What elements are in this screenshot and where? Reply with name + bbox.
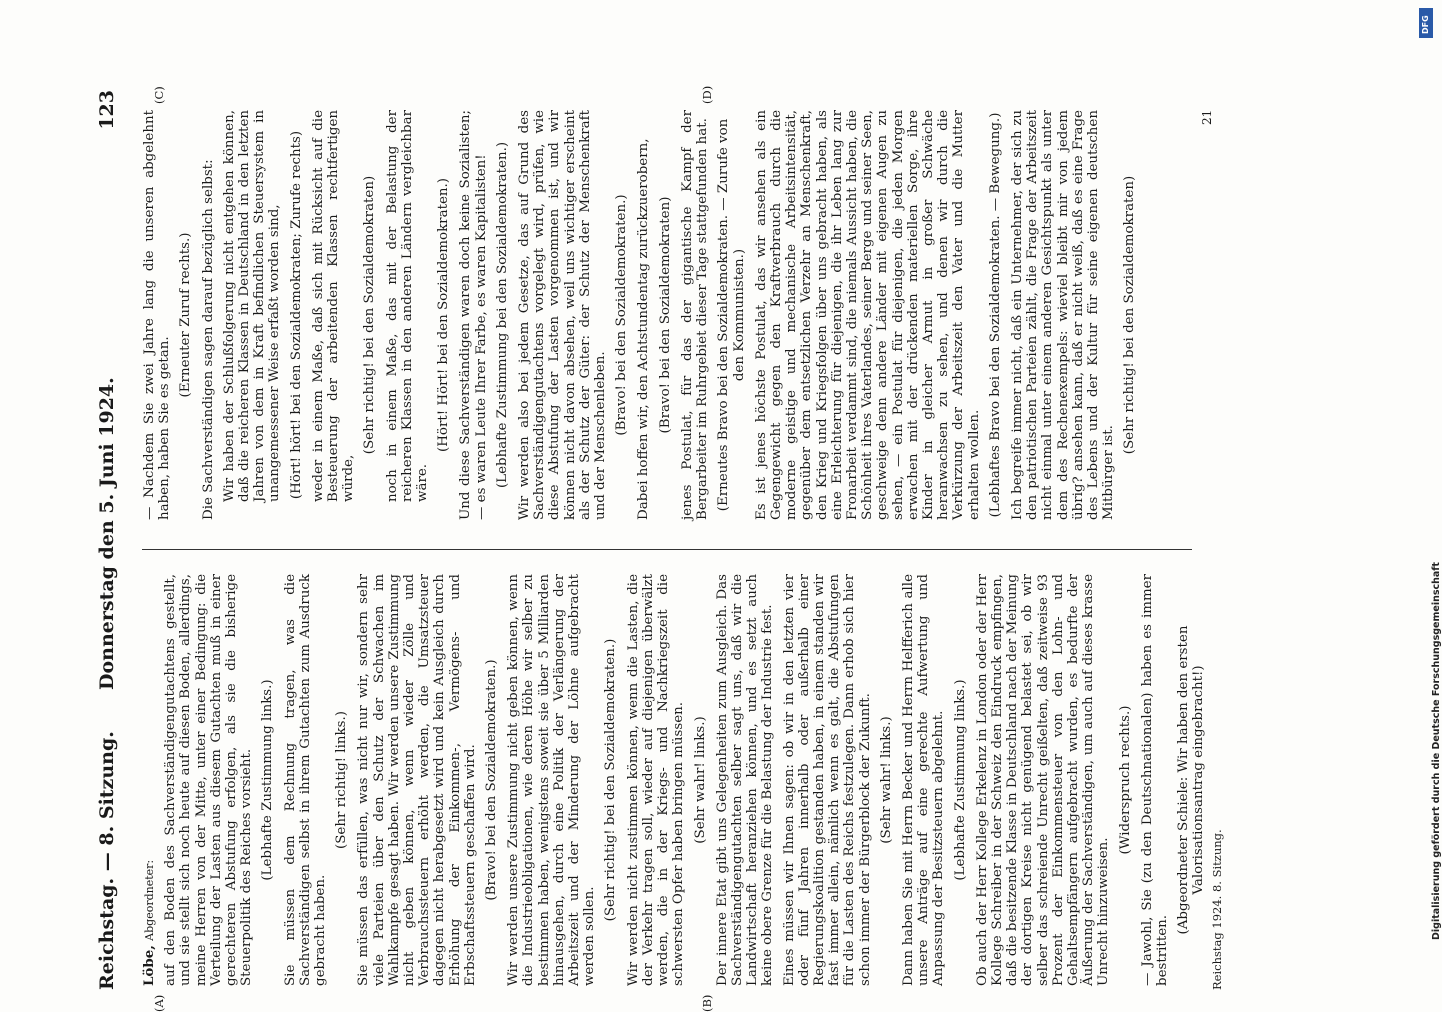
paragraph: Es ist jenes höchste Postulat, das wir ansehen als ein Gegengewicht gegen den Kraftverbrauch durch die moderne geistige und mechanische Arbeitsintensität, gegenüber dem entsetzlichen Verzehr an Menschenkraft, den Krieg und Kriegsfolgen über uns gebracht haben, als eine Erleichterung für diejenigen, die ihr Leben lang zur Fronarbeit verdammt sind, die niemals Aussicht haben, die Schönheit ihres Vaterlandes, seiner Berge und seiner Seen, geschweige denn andere Länder mit eigenen Augen zu sehen, — ein Postulat für diejenigen, die jeden Morgen erwachen mit der drückenden materiellen Sorge, ihre Kinder in gleicher Armut in großer Schwäche heranwachsen zu sehen, und denen wir durch die Verkürzung der Arbeitszeit den Vater und die Mutter erhalten wollen. bbox=[753, 110, 982, 520]
digitization-credit bbox=[1419, 160, 1442, 940]
interjection: (Bravo! bei den Sozialdemokraten.) bbox=[484, 659, 500, 901]
paragraph: Dann haben Sie mit Herrn Becker und Herrn Helfferich alle unsere Anträge auf eine gerechte Aufwertung und Anpassung der Besitzsteuern abgelehnt. bbox=[900, 574, 947, 986]
interjection: (Erneutes Bravo bei den Sozialdemokraten. — Zurufe von den Kommunisten.) bbox=[716, 118, 747, 512]
paragraph: Ob auch der Herr Kollege Erkelenz in London oder der Herr Kollege Schreiber in der Schweiz den Eindruck empfingen, daß die besitzende Klasse in Deutschland nach der Meinung der dortigen Kreise nicht genügend belastet sei, ob wir selber das schreiende Unrecht geißelten, daß zeitweise 93 Prozent der Einkommensteuer von den Lohn- und Gehaltsempfängern aufgebracht wurden, es bedurfte der Äußerung der Sachverständigen, um auch auf dieses krasse Unrecht hinzuweisen. bbox=[974, 574, 1112, 986]
page-number: 123 bbox=[96, 90, 118, 130]
interjection: (Lebhaftes Bravo bei den Sozialdemokraten. — Bewegung.) bbox=[987, 112, 1003, 518]
right-column bbox=[142, 110, 1192, 520]
digitization-credit-text: Digitalisierung gefördert durch die Deutsche Forschungsgemeinschaft bbox=[1431, 562, 1442, 940]
interjection: (Bravo! bei den Sozialdemokraten.) bbox=[614, 194, 630, 436]
interjection: (Lebhafte Zustimmung links.) bbox=[260, 679, 276, 881]
paragraph: jenes Postulat, für das der gigantische Kampf der Bergarbeiter im Ruhrgebiet dieser Tage stattgefunden hat. bbox=[679, 110, 711, 520]
paragraph: Der innere Etat gibt uns Gelegenheiten zum Ausgleich. Das Sachverständigengutachten selber sagt uns, daß wir die Landwirtschaft heranziehen können, und es setzt auch keine obere Grenze für die Belastung der Industrie fest. bbox=[714, 574, 776, 986]
paragraph: — Nachdem Sie zwei Jahre lang die unseren abgelehnt haben, haben Sie es getan. bbox=[142, 110, 173, 520]
sheet-signature: 21 bbox=[1200, 109, 1214, 125]
margin-marker-d: (D) bbox=[700, 85, 714, 104]
paragraph: Eines müssen wir Ihnen sagen: ob wir in den letzten vier oder fünf Jahren innerhalb oder außerhalb einer Regierungskoalition gestanden haben, in einem standen wir fast immer allein, nämlich wenn es galt, die Abstufungen für die Lasten des Reichs festzulegen. Dann erhob sich hier schon immer der Bürgerblock der Zukunft. bbox=[781, 574, 873, 986]
margin-marker-b: (B) bbox=[700, 994, 714, 1012]
interjection: (Hört! Hört! bei den Sozialdemokraten.) bbox=[436, 178, 452, 452]
margin-marker-c: (C) bbox=[152, 86, 166, 104]
interjection: (Sehr richtig! bei den Sozialdemokraten.) bbox=[603, 638, 619, 922]
interjection: (Sehr richtig! links.) bbox=[334, 711, 350, 849]
margin-marker-a: (A) bbox=[152, 994, 166, 1012]
quotation: noch in einem Maße, das mit der Belastung der reicheren Klassen in den anderen Ländern vergleichbar wäre. bbox=[384, 110, 431, 502]
interjection: (Erneuter Zuruf rechts.) bbox=[178, 232, 194, 398]
interjection: (Bravo! bei den Sozialdemokraten) bbox=[657, 196, 673, 434]
interjection: (Sehr wahr! links.) bbox=[692, 716, 708, 844]
header-date: Donnerstag den 5. Juni 1924. bbox=[96, 377, 118, 690]
interjection: (Abgeordneter Schiele: Wir haben den ersten Valorisationsantrag eingebracht!) bbox=[1176, 625, 1207, 935]
speaker-name: Löbe, bbox=[141, 945, 157, 986]
document-page bbox=[90, 85, 1320, 1012]
interjection: (Hört! hört! bei den Sozialdemokraten; Zurufe rechts) bbox=[288, 130, 304, 500]
column-divider bbox=[142, 549, 1192, 550]
paragraph bbox=[142, 574, 157, 986]
header-session: Reichstag. — 8. Sitzung. bbox=[96, 731, 118, 990]
paragraph: Dabei hoffen wir, den Achtstundentag zurückzuerobern, bbox=[636, 138, 652, 520]
dfg-logo bbox=[1419, 8, 1433, 38]
paragraph: Und diese Sachverständigen waren doch keine Sozialisten; — es waren Leute Ihrer Farbe, es waren Kapitalisten! bbox=[458, 110, 489, 520]
paragraph: Wir werden also bei jedem Gesetze, das auf Grund des Sachverständigengutachtens vorgelegt wird, prüfen, wie diese Abstufung der Lasten vorgenommen ist, und wir können nicht davon absehen, weil uns wichtiger erscheint als der Schutz der Güter: der Schutz der Menschenkraft und der Menschenleben. bbox=[517, 110, 609, 520]
paragraph: Sie müssen das erfüllen, was nicht nur wir, sondern sehr viele Parteien über den Schutz der Schwachen im Wahlkampfe gesagt haben. Wir werden unsere Zustimmung nicht geben können, wenn wieder Zölle und Verbrauchssteuern erhöht werden, die Umsatzsteuer dagegen nicht herabgesetzt wird und kein Ausgleich durch Erhöhung der Einkommen-, Vermögens- und Erbschaftssteuern geschaffen wird. bbox=[356, 574, 478, 986]
paragraph: auf den Boden des Sachverständigengutachtens gestellt, und sie stellt sich noch heute auf diesen Boden, allerdings, meine Herren von der Mitte, unter einer Bedingung: die Verteilung der Lasten aus diesem Gutachten muß in einer gerechteren Abstufung erfolgen, als sie die bisherige Steuerpolitik des Reiches vorsieht. bbox=[163, 574, 255, 986]
paragraph: Sie müssen dem Rechnung tragen, was die Sachverständigen selbst in ihrem Gutachten zum Ausdruck gebracht haben. bbox=[282, 574, 329, 986]
interjection: (Sehr richtig! bei den Sozialdemokraten) bbox=[362, 175, 378, 455]
paragraph: Wir werden nicht zustimmen können, wenn die Lasten, die der Verkehr tragen soll, wieder auf diejenigen überwälzt werden, die in der Kriegs- und Nachkriegszeit die schwersten Opfer haben bringen müssen. bbox=[625, 574, 687, 986]
speaker-role: Abgeordneter: bbox=[143, 859, 156, 941]
paragraph: Die Sachverständigen sagen darauf bezüglich selbst: bbox=[200, 159, 216, 520]
page-header bbox=[90, 90, 130, 990]
dfg-logo-text: DFG bbox=[1421, 15, 1430, 34]
left-column bbox=[141, 574, 1207, 986]
quotation: weder in einem Maße, daß sich mit Rücksicht auf die Besteuerung der arbeitenden Klassen rechtfertigen würde, bbox=[310, 110, 357, 502]
interjection: (Sehr richtig! bei den Sozialdemokraten) bbox=[1122, 175, 1138, 455]
paragraph: — Jawohl, Sie (zu den Deutschnationalen) haben es immer bestritten. bbox=[1139, 574, 1170, 986]
paragraph: Ich begreife immer nicht, daß ein Unternehmer, der sich zu den patriotischen Parteien zählt, die Frage der Arbeitszeit nicht einmal unter einem anderen Gesichtspunkt als unter dem des Rechenexempels: wieviel bleibt mir von jedem übrig? ansehen kann, daß er nicht weiß, daß es eine Frage des Lebens und der Kultur für seine eigenen deutschen Mitbürger ist. bbox=[1009, 110, 1117, 520]
page-footer: Reichstag 1924. 8. Sitzung. bbox=[1210, 829, 1224, 990]
interjection: (Widerspruch rechts.) bbox=[1117, 705, 1133, 855]
interjection: (Lebhafte Zustimmung bei den Sozialdemokraten.) bbox=[494, 141, 510, 489]
quotation: Wir haben der Schlußfolgerung nicht entgehen können, daß die reicheren Klassen in Deutschland in den letzten Jahren von dem in Kraft befindlichen Steuersystem in unangemessener Weise erfaßt worden sind, bbox=[221, 110, 283, 502]
interjection: (Lebhafte Zustimmung links.) bbox=[952, 679, 968, 881]
interjection: (Sehr wahr! links.) bbox=[878, 716, 894, 844]
paragraph: Wir werden unsere Zustimmung nicht geben können, wenn die Industrieobligationen, wie deren Höhe wir selber zu bestimmen haben, wenigstens soweit sie über 5 Milliarden hinausgehen, durch eine Politik der Verlängerung der Arbeitszeit und der Minderung der Löhne aufgebracht werden sollen. bbox=[506, 574, 598, 986]
